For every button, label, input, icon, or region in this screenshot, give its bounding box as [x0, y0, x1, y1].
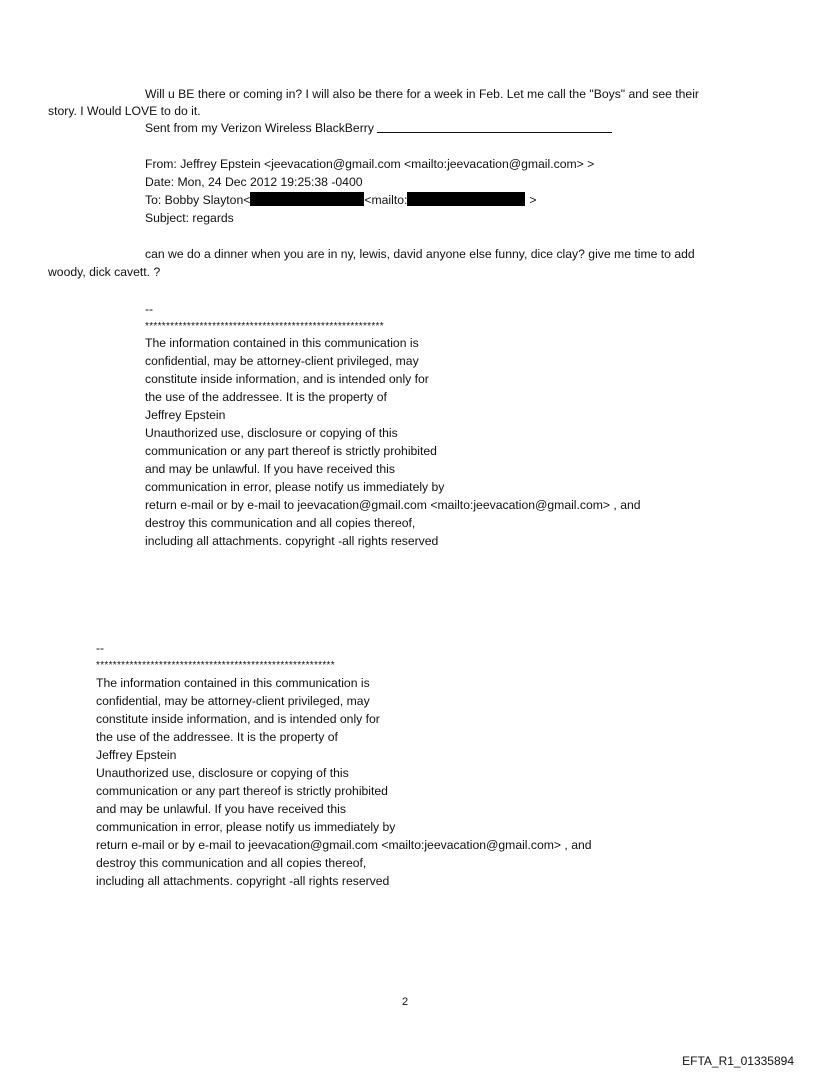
body-line-1: can we do a dinner when you are in ny, lewis, david anyone else funny, dice clay? give me time to add: [145, 247, 695, 261]
header-subject: Subject: regards: [145, 211, 234, 225]
disclaimer-1-line: The information contained in this communication is: [145, 336, 419, 350]
disclaimer-2-line: communication in error, please notify us immediately by: [96, 820, 396, 834]
header-to: [145, 192, 537, 210]
disclaimer-1-line: the use of the addressee. It is the property of: [145, 390, 387, 404]
disclaimer-1-line: including all attachments. copyright -all rights reserved: [145, 534, 439, 548]
disclaimer-2-dashes: --: [96, 641, 105, 655]
disclaimer-2-line: constitute inside information, and is intended only for: [96, 712, 380, 726]
disclaimer-1-line: Jeffrey Epstein: [145, 408, 226, 422]
page-number: 2: [402, 996, 409, 1008]
disclaimer-2-line: and may be unlawful. If you have received this: [96, 802, 346, 816]
disclaimer-1-line: confidential, may be attorney-client privileged, may: [145, 354, 419, 368]
disclaimer-2-line: Jeffrey Epstein: [96, 748, 177, 762]
reply-line-2: story. I Would LOVE to do it.: [48, 104, 201, 118]
reply-line-1: Will u BE there or coming in? I will also be there for a week in Feb. Let me call the "Boys" and see their: [145, 87, 699, 101]
disclaimer-1-line: destroy this communication and all copies thereof,: [145, 516, 416, 530]
disclaimer-1-line: return e-mail or by e-mail to jeevacation@gmail.com <mailto:jeevacation@gmail.com> , and: [145, 498, 641, 512]
header-to-prefix: To: Bobby Slayton<: [145, 193, 251, 207]
header-to-suffix: >: [529, 193, 537, 207]
redaction-bar: [250, 192, 364, 206]
disclaimer-1-line: communication in error, please notify us immediately by: [145, 480, 445, 494]
disclaimer-1-line: Unauthorized use, disclosure or copying of this: [145, 426, 398, 440]
header-to-mailto: <mailto:: [364, 193, 408, 207]
disclaimer-2-line: The information contained in this communication is: [96, 676, 370, 690]
sent-from-text: Sent from my Verizon Wireless BlackBerry: [145, 121, 374, 135]
disclaimer-2-line: Unauthorized use, disclosure or copying of this: [96, 766, 349, 780]
disclaimer-2-line: confidential, may be attorney-client privileged, may: [96, 694, 370, 708]
disclaimer-1-line: communication or any part thereof is strictly prohibited: [145, 444, 437, 458]
disclaimer-1-stars: *********************************************************: [145, 321, 384, 332]
disclaimer-2-stars: *********************************************************: [96, 660, 335, 671]
sent-from-signature: [145, 120, 612, 138]
disclaimer-2-line: destroy this communication and all copies thereof,: [96, 856, 367, 870]
header-from: From: Jeffrey Epstein <jeevacation@gmail.com <mailto:jeevacation@gmail.com> >: [145, 157, 595, 171]
document-id: EFTA_R1_01335894: [682, 1054, 794, 1068]
disclaimer-1-dashes: --: [145, 302, 154, 316]
redaction-bar: [407, 192, 525, 206]
disclaimer-2-line: communication or any part thereof is strictly prohibited: [96, 784, 388, 798]
disclaimer-1-line: constitute inside information, and is intended only for: [145, 372, 429, 386]
body-line-2: woody, dick cavett. ?: [48, 265, 161, 279]
header-date: Date: Mon, 24 Dec 2012 19:25:38 -0400: [145, 175, 363, 189]
disclaimer-2-line: return e-mail or by e-mail to jeevacation@gmail.com <mailto:jeevacation@gmail.com> , and: [96, 838, 592, 852]
disclaimer-1-line: and may be unlawful. If you have received this: [145, 462, 395, 476]
disclaimer-2-line: the use of the addressee. It is the property of: [96, 730, 338, 744]
disclaimer-2-line: including all attachments. copyright -all rights reserved: [96, 874, 390, 888]
signature-rule: [377, 120, 612, 133]
